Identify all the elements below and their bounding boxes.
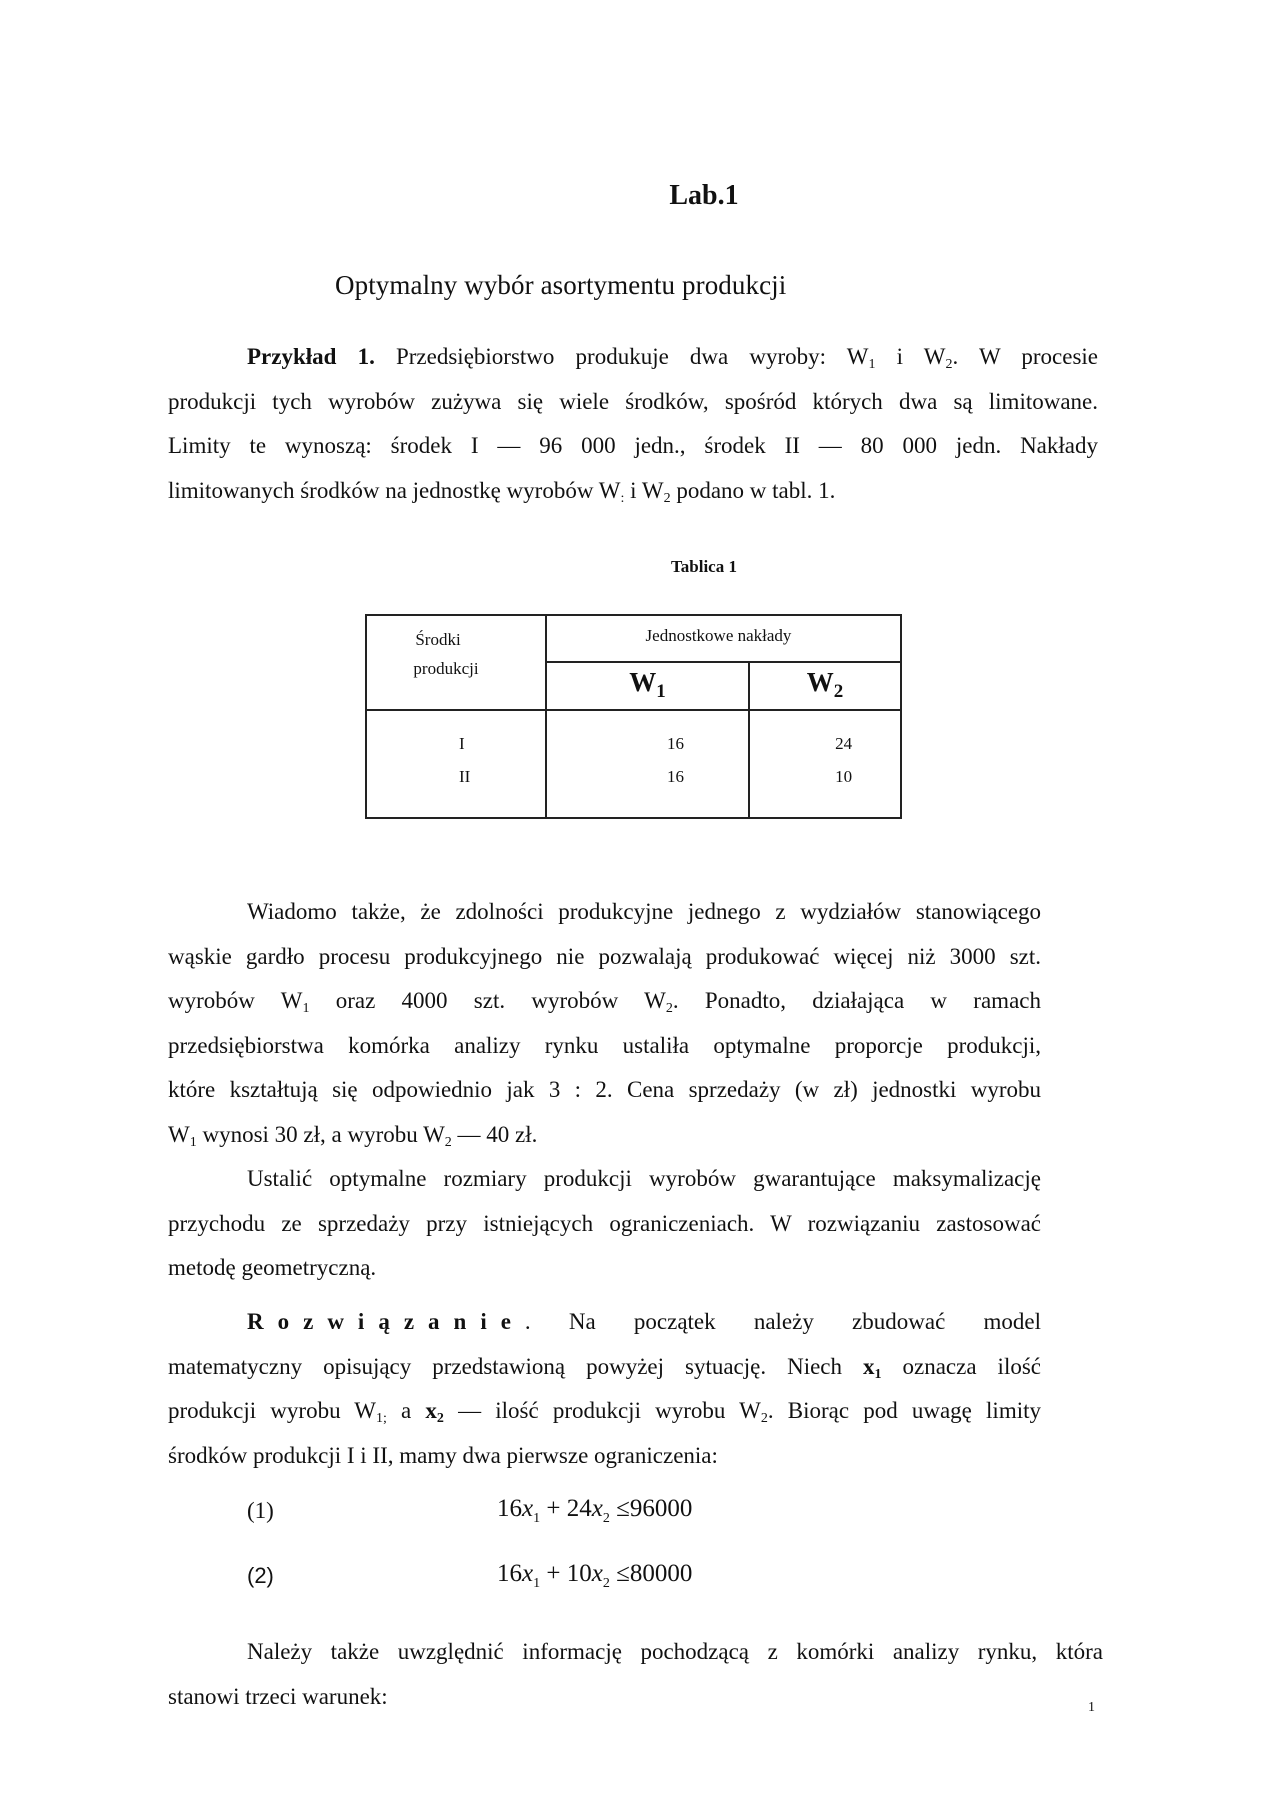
w1-column — [546, 710, 749, 818]
constraint-label-1: (1) — [247, 1498, 274, 1523]
w2-column — [749, 710, 901, 818]
table-cell: I — [459, 734, 465, 753]
constraint-label-2: (2) — [247, 1563, 274, 1588]
table-cell: 10 — [835, 767, 853, 786]
constraint-equation-2: $16x_1 + 10x_2 \le 80000$ — [497, 1560, 693, 1591]
constraint-equation-1: $16x_1 + 24x_2 \le 96000$ — [497, 1495, 693, 1526]
paragraph-solution: Rozwiązanie. Na początek należy zbudować model matematyczny opisujący przedstawioną powyżej sytuację. Niech $x_1$ oznacza ilość produkcji wyrobu $W_{1;}$ a $x_2$ — ilość produkcji wyrobu $W_2$. Biorąc pod uwagę limity środków produkcji I i II, mamy dwa pierwsze ograniczenia: — [168, 1309, 1041, 1468]
paragraph-market: Należy także uwzględnić informację pochodzącą z komórki analizy rynku, która stanowi trzeci warunek: — [168, 1639, 1103, 1709]
page-number: 1 — [1088, 1700, 1095, 1715]
resource-table — [365, 614, 902, 817]
group-header-cell: Jednostkowe nakłady — [546, 615, 901, 662]
example-label: Przykład 1. — [247, 344, 375, 369]
table-cell: 16 — [667, 767, 684, 786]
solution-label: Rozwiązanie — [247, 1309, 525, 1334]
row-header-cell: Środki produkcji — [366, 615, 546, 710]
table-cell: II — [459, 767, 471, 786]
page-title: Lab.1 — [669, 180, 739, 211]
table-cell: 16 — [667, 734, 684, 753]
paragraph-task: Ustalić optymalne rozmiary produkcji wyrobów gwarantujące maksymalizację przychodu ze sprzedaży przy istniejących ograniczeniach. W rozwiązaniu zastosować metodę geometryczną. — [168, 1166, 1041, 1280]
table-caption: Tablica 1 — [671, 557, 737, 576]
resource-column — [366, 710, 546, 818]
example-paragraph: Przykład 1. Przedsiębiorstwo produkuje dwa wyroby: $W_1$ i $W_2$. W procesie produkcji tych wyrobów zużywa się wiele środków, spośród których dwa są limitowane. Limity te wynoszą: środek I — 96 000 jedn., środek II — 80 000 jedn. Nakłady limitowanych środków na jednostkę wyrobów $W_:$ i $W_2$ podano w tabl. 1. — [168, 344, 1098, 506]
column-header-w2: $W_2$ — [749, 662, 901, 710]
column-header-w1: $W_1$ — [546, 662, 749, 710]
page-subtitle: Optymalny wybór asortymentu produkcji — [335, 270, 787, 300]
paragraph-capacity: Wiadomo także, że zdolności produkcyjne jednego z wydziałów stanowiącego wąskie gardło procesu produkcyjnego nie pozwalają produkować więcej niż 3000 szt. wyrobów $W_1$ oraz 4000 szt. wyrobów $W_2$. Ponadto, działająca w ramach przedsiębiorstwa komórka analizy rynku ustaliła optymalne proporcje produkcji, które kształtują się odpowiednio jak 3 : 2. Cena sprzedaży (w zł) jednostki wyrobu $W_1$ wynosi 30 zł, a wyrobu $W_2$ — 40 zł. — [168, 899, 1041, 1150]
table-cell: 24 — [835, 734, 853, 753]
